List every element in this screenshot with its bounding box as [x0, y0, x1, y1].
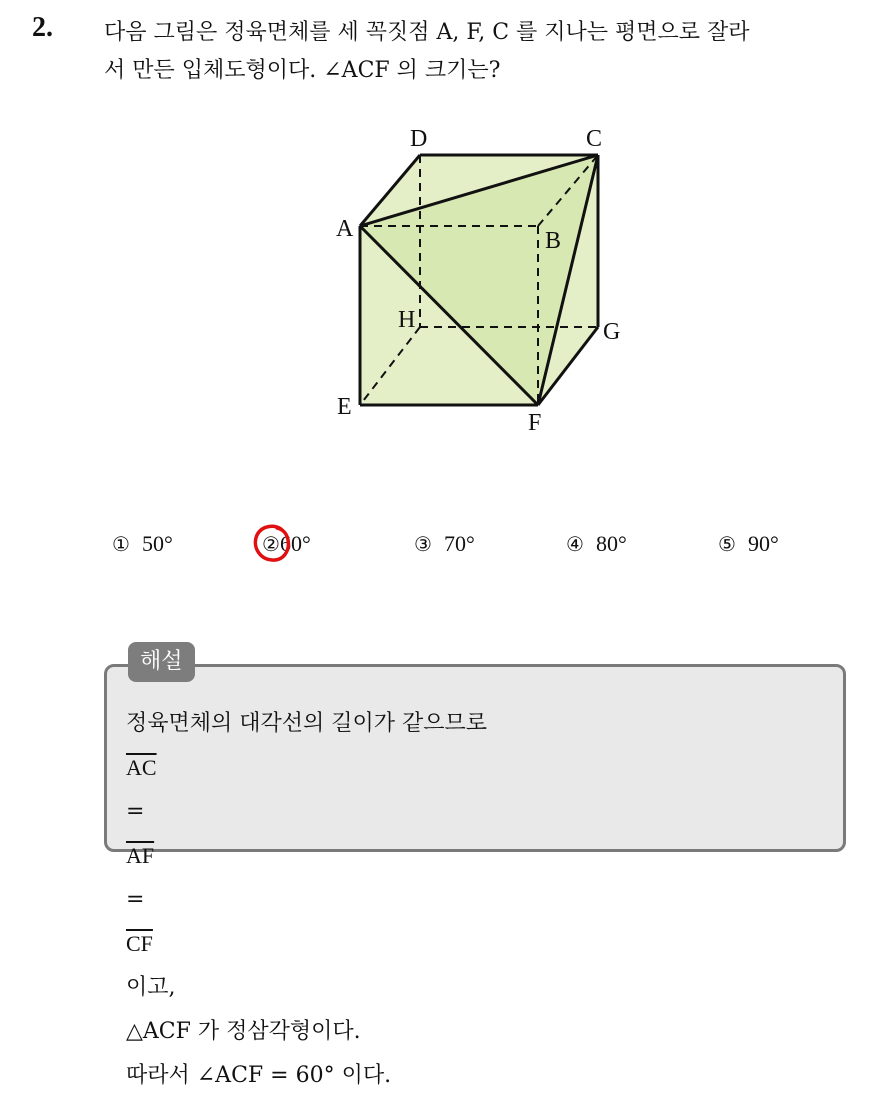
vertex-label-f: F: [528, 410, 542, 436]
explanation-line-2: △ACF 가 정삼각형이다.: [126, 1019, 361, 1044]
answer-mark-icon: [252, 522, 292, 564]
choice-1[interactable]: [112, 528, 173, 560]
choice-3-value: 70°: [443, 531, 475, 556]
choice-3[interactable]: [414, 528, 475, 560]
segment-af: $\overline{AF}$: [126, 843, 155, 868]
explanation-text: [126, 702, 826, 1098]
vertex-label-d: D: [410, 126, 428, 152]
explanation-line-1-suffix: 이고,: [126, 975, 176, 1000]
vertex-label-h: H: [398, 307, 416, 333]
choice-4-number: ④: [566, 532, 584, 556]
question-line-1: 다음 그림은 정육면체를 세 꼭짓점 A, F, C 를 지나는 평면으로 잘라: [104, 20, 750, 45]
explanation-tag: 해설: [128, 642, 195, 682]
vertex-label-c: C: [586, 126, 603, 152]
question-text: [104, 14, 864, 90]
choice-4[interactable]: [566, 528, 627, 560]
choice-4-value: 80°: [595, 531, 627, 556]
explanation-line-1-prefix: 정육면체의 대각선의 길이가 같으므로: [126, 711, 488, 736]
choice-5-number: ⑤: [718, 532, 736, 556]
equals-sign-1: =: [126, 799, 145, 824]
choice-1-value: 50°: [141, 531, 173, 556]
segment-cf: $\overline{CF}$: [126, 931, 153, 956]
question-number: 2.: [32, 12, 53, 43]
choice-3-number: ③: [414, 532, 432, 556]
segment-ac: $\overline{AC}$: [126, 755, 157, 780]
choice-5-value: 90°: [747, 531, 779, 556]
choice-2-number: ②: [262, 532, 280, 556]
vertex-label-e: E: [337, 394, 352, 420]
explanation-line-1: [126, 702, 826, 1010]
choice-2-value: 60°: [279, 531, 311, 556]
explanation-line-3: 따라서 ∠ACF = 60° 이다.: [126, 1063, 392, 1088]
vertex-label-a: A: [336, 216, 354, 242]
equals-sign-2: =: [126, 887, 145, 912]
question-line-2: 서 만든 입체도형이다. ∠ACF 의 크기는?: [104, 58, 501, 83]
choice-5[interactable]: [718, 528, 779, 560]
vertex-label-b: B: [545, 228, 562, 254]
choice-1-number: ①: [112, 532, 130, 556]
cut-cube-figure: [320, 118, 660, 448]
vertex-label-g: G: [603, 319, 621, 345]
answer-mark-stroke: [255, 526, 288, 560]
